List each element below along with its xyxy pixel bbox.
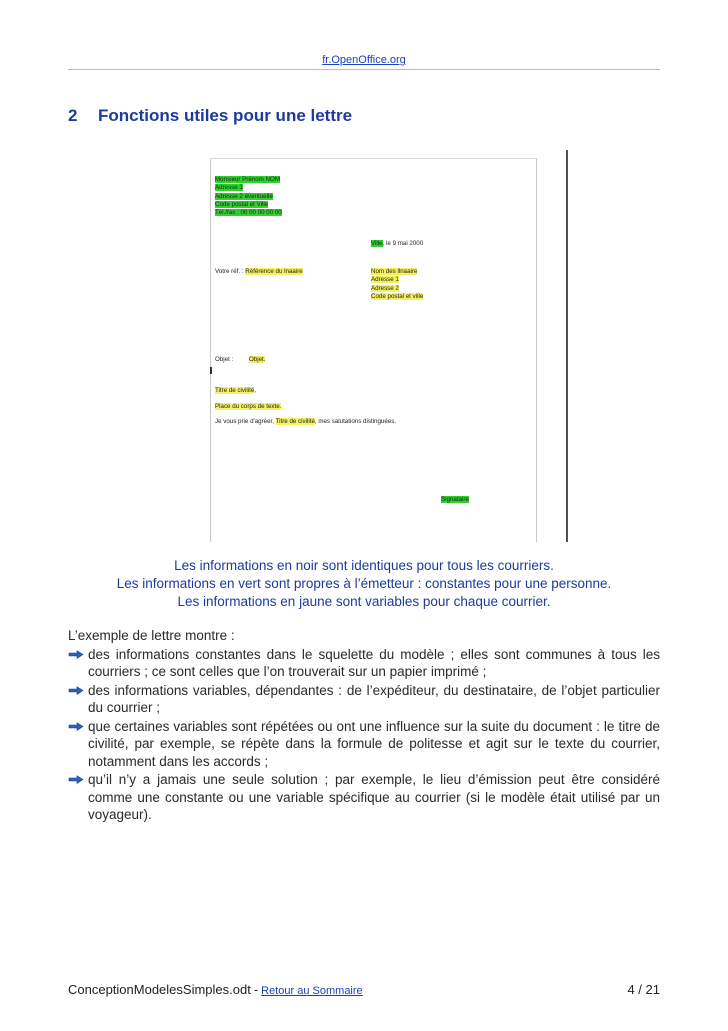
closing-start: Je vous prie d'agréer,: [215, 418, 274, 425]
letter-cursor-mark: [210, 367, 212, 374]
letter-page-edge-top: [210, 158, 537, 159]
letter-closing-line: [215, 418, 396, 426]
figure-captions: [68, 557, 660, 611]
recipient-line: Adresse 1: [371, 276, 399, 284]
closing-civility: Titre de civilité: [275, 418, 315, 425]
section-title-text: Fonctions utiles pour une lettre: [98, 106, 353, 125]
civility-value: Titre de civilité: [215, 387, 255, 394]
letter-sender-block: [215, 176, 282, 218]
closing-end: , mes salutations distinguées.: [314, 418, 397, 425]
recipient-line: Nom des llnaaire: [371, 268, 418, 275]
caption-line: Les informations en noir sont identiques pour tous les courriers.: [174, 558, 554, 573]
body-intro: L’exemple de lettre montre :: [68, 628, 235, 643]
letter-scroll-edge: [566, 150, 568, 542]
civility-comma: ,: [254, 387, 257, 394]
date-place: Ville: [371, 240, 383, 247]
caption-line: Les informations en jaune sont variables pour chaque courrier.: [177, 594, 551, 609]
bullet-text: des informations variables, dépendantes : de l’expéditeur, du destinataire, de l’objet particulier du courrier ;: [88, 682, 660, 715]
letter-page-edge-left: [210, 158, 211, 542]
arrow-bullet-icon: [68, 686, 84, 696]
letter-sample-image: [205, 150, 573, 542]
signature-value: Signataire: [441, 496, 469, 503]
footer-filename: ConceptionModelesSimples.odt: [68, 982, 251, 997]
bullet-text: qu’il n’y a jamais une seule solution ; par exemple, le lieu d’émission peut être considéré comme une constante ou une variable spécifique au courrier (si le modèle était utilisé par un voyageur).: [88, 772, 660, 822]
recipient-line: Adresse 2: [371, 284, 399, 292]
letter-reference-line: [215, 268, 303, 276]
header-site-link[interactable]: fr.OpenOffice.org: [322, 54, 406, 66]
reference-value: Référence du lnaaire: [245, 268, 303, 275]
section-number: 2: [68, 106, 78, 125]
bullet-list: [68, 646, 660, 824]
letter-recipient-block: [371, 268, 423, 301]
sender-line: Monsieur Prénom NOM: [215, 176, 280, 183]
letter-body-line: [215, 403, 281, 411]
summary-link[interactable]: Retour au Sommaire: [261, 985, 363, 997]
letter-signature-line: [441, 496, 469, 504]
object-label: Objet :: [215, 356, 234, 363]
bullet-item: [68, 646, 660, 681]
bullet-text: que certaines variables sont répétées ou ont une influence sur la suite du document : le titre de civilité, par exemple, se répète dans la formule de politesse et agit sur le texte du courrier, notamment dans les accords ;: [88, 718, 660, 769]
caption-line: Les informations en vert sont propres à l’émetteur : constantes pour une personne.: [116, 576, 612, 591]
arrow-bullet-icon: [68, 722, 84, 732]
arrow-bullet-icon: [68, 650, 84, 660]
body-section: [68, 627, 660, 825]
bullet-item: [68, 718, 660, 771]
letter-object-line: [215, 356, 265, 364]
page-footer: [68, 982, 660, 997]
bullet-item: [68, 771, 660, 824]
letter-page-edge-right: [536, 158, 537, 542]
footer-separator: -: [253, 982, 259, 997]
recipient-line: Code postal et ville: [371, 293, 424, 301]
page-number: 4 / 21: [627, 982, 660, 997]
object-value: Objet.: [248, 356, 266, 363]
sender-line: Adresse 2 éventuelle: [215, 192, 273, 200]
letter-date-line: [371, 240, 423, 248]
sender-line: Tél./fax : 00 00 00 00 00: [215, 209, 282, 217]
bullet-item: [68, 682, 660, 717]
date-rest: , le 9 mai 2000: [382, 240, 424, 247]
sender-line: Code postal et Ville: [215, 201, 269, 209]
sender-line: Adresse 1: [215, 184, 243, 192]
header-divider: [68, 69, 660, 70]
reference-label: Votre réf. :: [215, 268, 244, 275]
letter-civility-line: [215, 387, 256, 395]
body-placeholder: Place du corps de texte.: [215, 403, 282, 410]
section-heading: [68, 106, 352, 126]
bullet-text: des informations constantes dans le squelette du modèle ; elles sont communes à tous les courriers ; ce sont celles que l’on trouverait sur un papier imprimé ;: [88, 646, 660, 679]
arrow-bullet-icon: [68, 775, 84, 785]
